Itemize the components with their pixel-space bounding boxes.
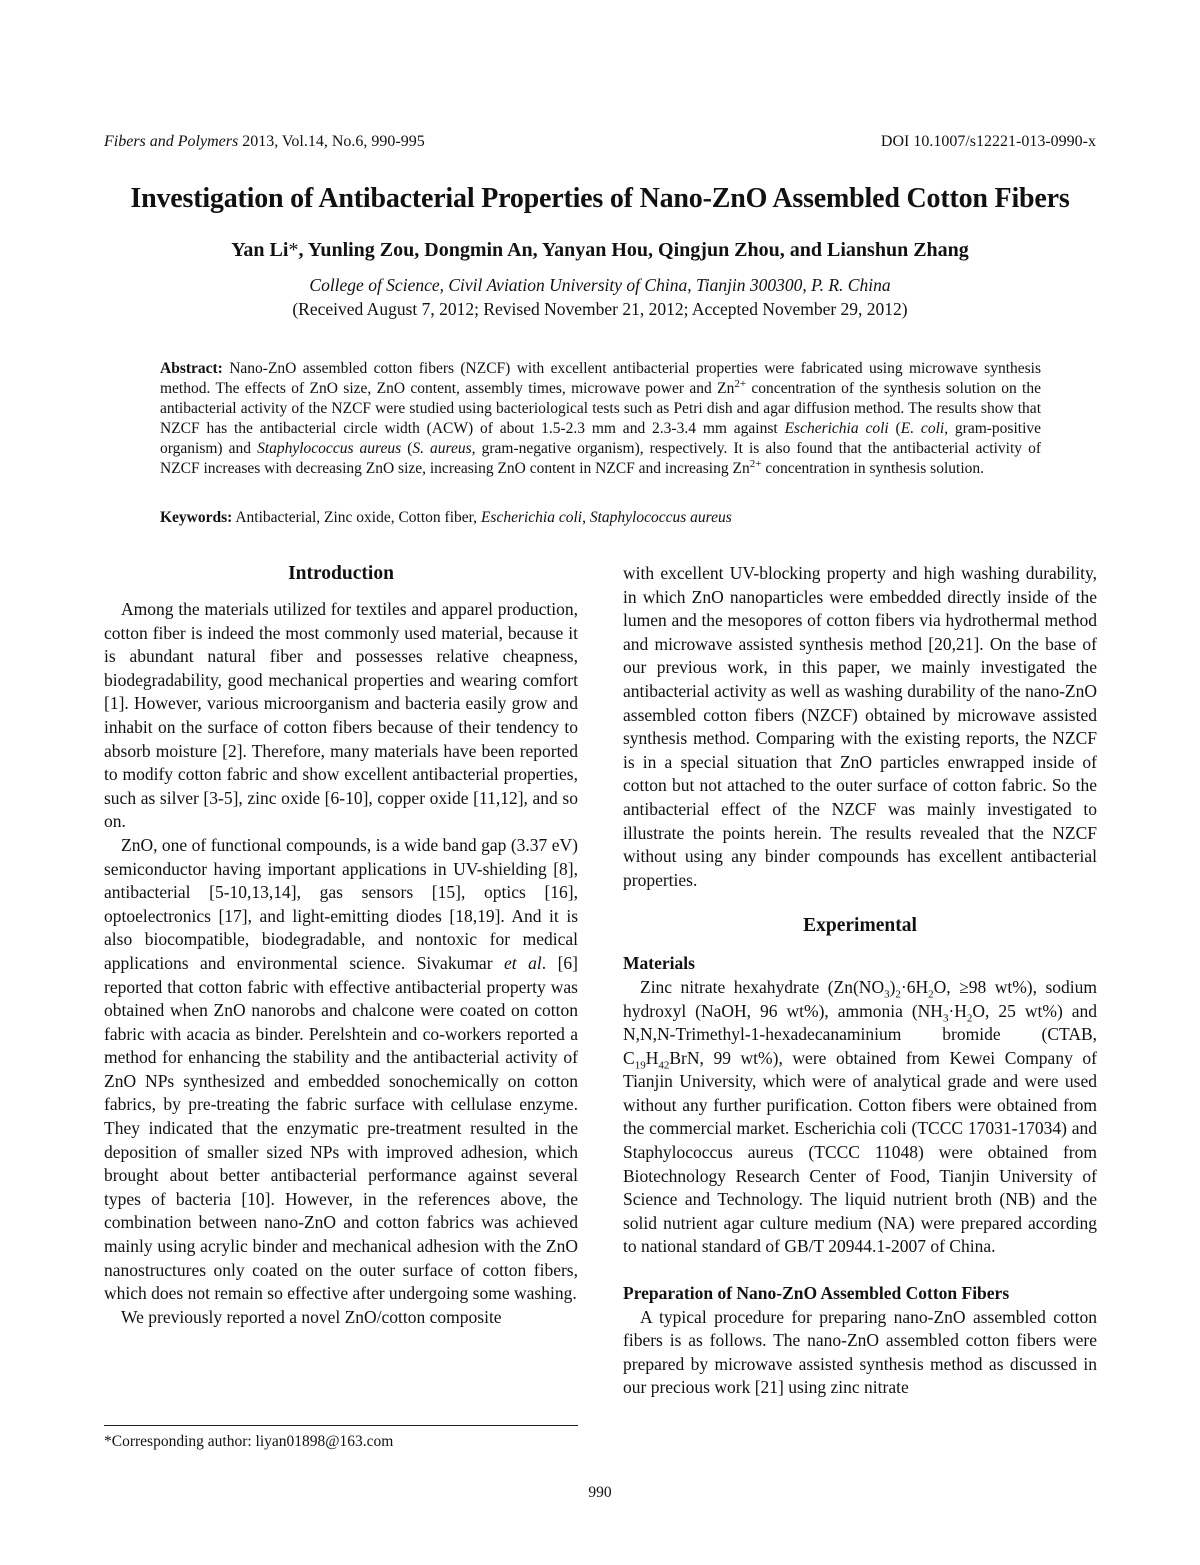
keywords-label: Keywords: xyxy=(160,509,233,526)
running-header-citation xyxy=(104,133,425,151)
right-column xyxy=(623,562,1097,1400)
experimental-heading: Experimental xyxy=(803,915,917,937)
journal-volume: 2013, Vol.14, No.6, 990-995 xyxy=(238,133,425,150)
other-authors: , Yunling Zou, Dongmin An, Yanyan Hou, Qingjun Zhou, and Lianshun Zhang xyxy=(298,239,969,261)
preparation-heading: Preparation of Nano-ZnO Assembled Cotton Fibers xyxy=(623,1283,1010,1304)
materials-paragraph: Zinc nitrate hexahydrate ($Zn(NO_3)_2\cdot 6H_2O$, ≥98 wt%), sodium hydroxyl (NaOH, 96 wt%), ammonia ($NH_3\cdot H_2O$, 25 wt%) and N,N,N-Trimethyl-1-hexadecanaminium bromide (CTAB, $C_{19}H_{42}BrN$, 99 wt%), were obtained from Kewei Company of Tianjin University, which were of analytical grade and were used without any further purification. Cotton fibers were obtained from the commercial market. Escherichia coli (TCCC 17031-17034) and Staphylococcus aureus (TCCC 11048) were obtained from Biotechnology Research Center of Food, Tianjin University of Science and Technology. The liquid nutrient broth (NB) and the solid nutrient agar culture medium (NA) were prepared according to national standard of GB/T 20944.1-2007 of China. xyxy=(623,976,1098,1257)
abstract: Abstract: Nano-ZnO assembled cotton fibers (NZCF) with excellent antibacterial properties were fabricated using microwave synthesis method. The effects of ZnO size, ZnO content, assembly times, microwave power and $Zn^{2+}$ concentration of the synthesis solution on the antibacterial activity of the NZCF were studied using bacteriological tests such as Petri dish and agar diffusion method. The results show that NZCF has the antibacterial circle width (ACW) of about 1.5-2.3 mm and 2.3-3.4 mm against Escherichia coli (E. coli, gram-positive organism) and Staphylococcus aureus (S. aureus, gram-negative organism), respectively. It is also found that the antibacterial activity of NZCF increases with decreasing ZnO size, increasing ZnO content in NZCF and increasing $Zn^{2+}$ concentration in synthesis solution. xyxy=(160,360,1042,477)
running-header-doi: DOI 10.1007/s12221-013-0990-x xyxy=(880,133,1096,150)
journal-name: Fibers and Polymers xyxy=(104,133,239,150)
intro-paragraph-1: Among the materials utilized for textiles and apparel production, cotton fiber is indeed the most commonly used material, because it is abundant natural fiber and possesses relative cheapness, biodegradability, good mechanical properties and wearing comfort [1]. However, various microorganism and bacteria easily grow and inhabit on the surface of cotton fibers because of their tendency to absorb moisture [2]. Therefore, many materials have been reported to modify cotton fabric and show excellent antibacterial properties, such as silver [3-5], zinc oxide [6-10], copper oxide [11,12], and so on. xyxy=(104,599,578,832)
author-list xyxy=(0,239,1200,262)
affiliation: College of Science, Civil Aviation University of China, Tianjin 300300, P. R. China xyxy=(309,275,891,295)
corresponding-mark: * xyxy=(288,239,299,261)
page-number: 990 xyxy=(588,1484,612,1501)
intro-continuation: with excellent UV-blocking property and high washing durability, in which ZnO nanoparticles were embedded directly inside of the lumen and the mesopores of cotton fibers via hydrothermal method and microwave assisted synthesis method [20,21]. On the base of our previous work, in this paper, we mainly investigated the antibacterial activity as well as washing durability of the nano-ZnO assembled cotton fibers (NZCF) obtained by microwave assisted synthesis method. Comparing with the existing reports, the NZCF is in a special situation that ZnO particles enwrapped inside of cotton but not attached to the outer surface of cotton fabric. So the antibacterial effect of the NZCF was mainly investigated to illustrate the points herein. The results revealed that the NZCF without using any binder compounds has excellent antibacterial properties. xyxy=(623,563,1097,890)
abstract-label: Abstract: xyxy=(160,360,223,377)
intro-paragraph-2: ZnO, one of functional compounds, is a wide band gap (3.37 eV) semiconductor having important applications in UV-shielding [8], antibacterial [5-10,13,14], gas sensors [15], optics [16], optoelectronics [17], and light-emitting diodes [18,19]. And it is also biocompatible, biodegradable, and nontoxic for medical applications and environmental science. Sivakumar et al. [6] reported that cotton fabric with effective antibacterial property was obtained when ZnO nanorobs and chalcone were coated on cotton fabric with acacia as binder. Perelshtein and co-workers reported a method for enhancing the stability and the antibacterial activity of ZnO NPs synthesized and embedded sonochemically on cotton fabrics, by pre-treating the fabric surface with cellulase enzyme. They indicated that the enzymatic pre-treatment resulted in the deposition of smaller sized NPs with improved adhesion, which brought about better antibacterial performance against several types of bacteria [10]. However, in the references above, the combination between nano-ZnO and cotton fabrics was achieved mainly using acrylic binder and mechanical adhesion with the ZnO nanostructures only coated on the outer surface of cotton fibers, which does not remain so effective after undergoing some washing. xyxy=(104,834,579,1304)
left-column xyxy=(104,562,578,1329)
introduction-heading: Introduction xyxy=(288,563,394,584)
keywords: Keywords: Antibacterial, Zinc oxide, Cotton fiber, Escherichia coli, Staphylococcus aureus xyxy=(160,509,732,526)
footnote-divider xyxy=(104,1425,578,1426)
corresponding-author-footnote: *Corresponding author: liyan01898@163.com xyxy=(104,1433,394,1450)
preparation-paragraph: A typical procedure for preparing nano-ZnO assembled cotton fibers is as follows. The nano-ZnO assembled cotton fibers were prepared by microwave assisted synthesis method as discussed in our precious work [21] using zinc nitrate xyxy=(623,1306,1097,1398)
paper-title: Investigation of Antibacterial Properties of Nano-ZnO Assembled Cotton Fibers xyxy=(130,183,1070,214)
materials-heading: Materials xyxy=(623,953,695,974)
intro-paragraph-3: We previously reported a novel ZnO/cotton composite xyxy=(121,1306,502,1327)
first-author: Yan Li xyxy=(231,239,289,261)
submission-dates: (Received August 7, 2012; Revised November 21, 2012; Accepted November 29, 2012) xyxy=(292,299,908,319)
